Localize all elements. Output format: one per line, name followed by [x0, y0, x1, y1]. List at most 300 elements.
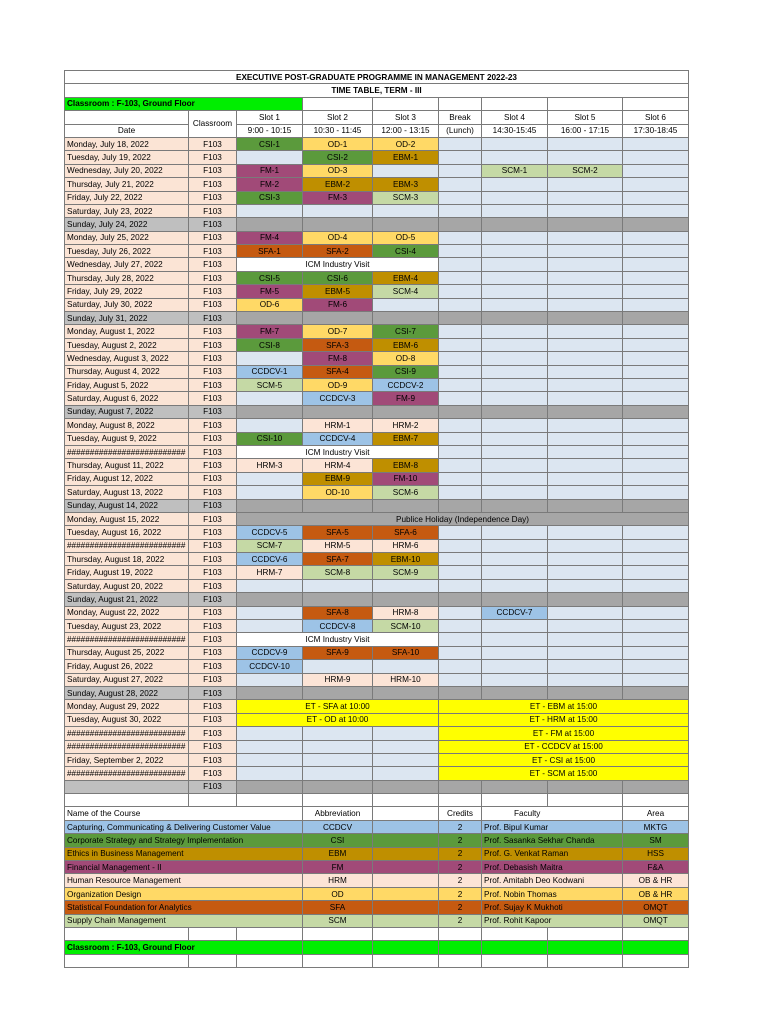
- room-cell: F103: [189, 633, 237, 646]
- session-cell: OD-7: [303, 325, 373, 338]
- slot-time-row: [65, 124, 689, 137]
- room-cell: F103: [189, 780, 237, 793]
- slot-cell: [237, 151, 303, 164]
- slot-cell: [237, 753, 303, 766]
- slot-cell: [439, 151, 482, 164]
- slot-cell: [482, 526, 548, 539]
- spacer-cell: [373, 874, 439, 887]
- session-cell: CCDCV-9: [237, 646, 303, 659]
- schedule-row: [65, 312, 689, 325]
- slot-cell: [623, 285, 689, 298]
- session-cell: FM-6: [303, 298, 373, 311]
- slot-cell: [623, 660, 689, 673]
- room-cell: F103: [189, 459, 237, 472]
- slot-cell: [548, 312, 623, 325]
- session-cell: CSI-5: [237, 271, 303, 284]
- room-cell: F103: [189, 245, 237, 258]
- slot-time: 14:30-15:45: [482, 124, 548, 137]
- exam-cell: ET - CSI at 15:00: [439, 753, 689, 766]
- room-cell: F103: [189, 285, 237, 298]
- slot-cell: [439, 526, 482, 539]
- slot-cell: [439, 620, 482, 633]
- schedule-row: [65, 178, 689, 191]
- slot-label: Slot 6: [623, 111, 689, 124]
- slot-cell: [439, 378, 482, 391]
- schedule-row: [65, 137, 689, 150]
- slot-cell: [439, 352, 482, 365]
- slot-cell: [373, 298, 439, 311]
- room-cell: F103: [189, 553, 237, 566]
- course-credits: 2: [439, 820, 482, 833]
- classroom-band: [548, 941, 623, 954]
- date-cell: ##########################: [65, 445, 189, 458]
- slot-time: 16:00 - 17:15: [548, 124, 623, 137]
- course-faculty: Prof. Debasish Maitra: [482, 861, 623, 874]
- room-cell: F103: [189, 499, 237, 512]
- course-abbr: HRM: [303, 874, 373, 887]
- schedule-row: [65, 405, 689, 418]
- date-cell: Friday, August 5, 2022: [65, 378, 189, 391]
- slot-cell: [548, 271, 623, 284]
- room-cell: F103: [189, 365, 237, 378]
- course-faculty-header: Faculty: [482, 807, 623, 820]
- slot-cell: [482, 231, 548, 244]
- spacer-cell: [303, 794, 373, 807]
- course-header-row: [65, 807, 689, 820]
- slot-cell: [237, 312, 303, 325]
- slot-cell: [548, 780, 623, 793]
- slot-cell: [623, 579, 689, 592]
- schedule-row: [65, 633, 689, 646]
- classroom-header: Classroom: [189, 111, 237, 138]
- slot-cell: [439, 231, 482, 244]
- course-area: OB & HR: [623, 874, 689, 887]
- session-cell: SFA-5: [303, 526, 373, 539]
- date-cell: ##########################: [65, 767, 189, 780]
- slot-cell: [623, 526, 689, 539]
- date-cell: Tuesday, August 16, 2022: [65, 526, 189, 539]
- room-cell: F103: [189, 512, 237, 525]
- spacer-cell: [623, 928, 689, 941]
- room-cell: F103: [189, 137, 237, 150]
- spacer-cell: [623, 954, 689, 967]
- spacer-row: [65, 794, 689, 807]
- slot-cell: [548, 499, 623, 512]
- date-cell: Thursday, July 28, 2022: [65, 271, 189, 284]
- slot-cell: [373, 753, 439, 766]
- session-cell: HRM-1: [303, 419, 373, 432]
- date-cell: Tuesday, August 30, 2022: [65, 713, 189, 726]
- date-cell: Saturday, August 27, 2022: [65, 673, 189, 686]
- session-cell: SCM-7: [237, 539, 303, 552]
- spacer-cell: [237, 794, 303, 807]
- slot-cell: [623, 218, 689, 231]
- course-credits: 2: [439, 834, 482, 847]
- course-credits: 2: [439, 847, 482, 860]
- slot-cell: [482, 137, 548, 150]
- slot-cell: [439, 298, 482, 311]
- slot-cell: [237, 392, 303, 405]
- room-cell: F103: [189, 392, 237, 405]
- schedule-row: [65, 191, 689, 204]
- slot-time: 12:00 - 13:15: [373, 124, 439, 137]
- slot-cell: [623, 472, 689, 485]
- session-cell: CCDCV-5: [237, 526, 303, 539]
- slot-cell: [439, 459, 482, 472]
- slot-cell: [439, 204, 482, 217]
- schedule-row: [65, 298, 689, 311]
- date-cell: Thursday, August 18, 2022: [65, 553, 189, 566]
- spacer-cell: [373, 887, 439, 900]
- slot-cell: [303, 499, 373, 512]
- slot-label: Break: [439, 111, 482, 124]
- title-row: [65, 71, 689, 84]
- date-cell: ##########################: [65, 727, 189, 740]
- slot-cell: [548, 633, 623, 646]
- slot-cell: [623, 178, 689, 191]
- date-cell: Friday, July 29, 2022: [65, 285, 189, 298]
- slot-cell: [482, 593, 548, 606]
- date-cell: Monday, August 1, 2022: [65, 325, 189, 338]
- course-abbr: OD: [303, 887, 373, 900]
- session-cell: CCDCV-3: [303, 392, 373, 405]
- slot-cell: [623, 312, 689, 325]
- slot-cell: [482, 579, 548, 592]
- slot-cell: [482, 472, 548, 485]
- slot-cell: [439, 164, 482, 177]
- slot-cell: [623, 593, 689, 606]
- slot-cell: [482, 445, 548, 458]
- slot-cell: [373, 660, 439, 673]
- schedule-row: [65, 606, 689, 619]
- session-cell: FM-5: [237, 285, 303, 298]
- spacer-cell: [373, 807, 439, 820]
- slot-cell: [237, 606, 303, 619]
- slot-cell: [439, 365, 482, 378]
- room-cell: F103: [189, 312, 237, 325]
- date-cell: Friday, August 26, 2022: [65, 660, 189, 673]
- date-cell: Thursday, August 25, 2022: [65, 646, 189, 659]
- session-cell: FM-10: [373, 472, 439, 485]
- slot-cell: [482, 245, 548, 258]
- slot-time: 9:00 - 10:15: [237, 124, 303, 137]
- slot-cell: [482, 459, 548, 472]
- slot-cell: [482, 352, 548, 365]
- course-area: MKTG: [623, 820, 689, 833]
- slot-cell: [439, 593, 482, 606]
- slot-cell: [439, 245, 482, 258]
- slot-cell: [303, 218, 373, 231]
- slot-cell: [623, 271, 689, 284]
- slot-cell: [373, 686, 439, 699]
- room-cell: F103: [189, 231, 237, 244]
- slot-cell: [482, 405, 548, 418]
- slot-cell: [482, 499, 548, 512]
- schedule-row: [65, 553, 689, 566]
- date-cell: Wednesday, July 20, 2022: [65, 164, 189, 177]
- session-cell: OD-8: [373, 352, 439, 365]
- session-cell: HRM-6: [373, 539, 439, 552]
- slot-cell: [623, 392, 689, 405]
- course-name: Capturing, Communicating & Delivering Customer Value: [65, 820, 303, 833]
- exam-cell: ET - FM at 15:00: [439, 727, 689, 740]
- slot-cell: [439, 419, 482, 432]
- slot-cell: [482, 673, 548, 686]
- slot-cell: [548, 486, 623, 499]
- course-faculty: Prof. Amitabh Deo Kodwani: [482, 874, 623, 887]
- session-cell: HRM-2: [373, 419, 439, 432]
- slot-cell: [482, 258, 548, 271]
- exam-cell: ET - HRM at 15:00: [439, 713, 689, 726]
- date-cell: Saturday, August 6, 2022: [65, 392, 189, 405]
- course-area: OB & HR: [623, 887, 689, 900]
- slot-cell: [548, 593, 623, 606]
- slot-cell: [373, 218, 439, 231]
- session-cell: SCM-3: [373, 191, 439, 204]
- schedule-row: [65, 271, 689, 284]
- room-cell: F103: [189, 579, 237, 592]
- slot-cell: [623, 204, 689, 217]
- course-credits: 2: [439, 861, 482, 874]
- slot-cell: [548, 298, 623, 311]
- slot-cell: [439, 486, 482, 499]
- course-area: HSS: [623, 847, 689, 860]
- schedule-row: [65, 164, 689, 177]
- course-faculty: Prof. Nobin Thomas: [482, 887, 623, 900]
- session-cell: EBM-1: [373, 151, 439, 164]
- slot-cell: [439, 686, 482, 699]
- session-cell: OD-3: [303, 164, 373, 177]
- slot-cell: [439, 312, 482, 325]
- spacer-row: [65, 954, 689, 967]
- slot-cell: [548, 660, 623, 673]
- exam-cell: ET - SCM at 15:00: [439, 767, 689, 780]
- course-faculty: Prof. Sasanka Sekhar Chanda: [482, 834, 623, 847]
- slot-cell: [548, 432, 623, 445]
- spacer-cell: [189, 794, 237, 807]
- slot-cell: [482, 191, 548, 204]
- slot-cell: [482, 365, 548, 378]
- date-header: Date: [65, 124, 189, 137]
- schedule-row: [65, 419, 689, 432]
- course-name-header: Name of the Course: [65, 807, 303, 820]
- slot-cell: [482, 325, 548, 338]
- slot-cell: [482, 620, 548, 633]
- slot-cell: [623, 151, 689, 164]
- slot-cell: [237, 686, 303, 699]
- schedule-row: [65, 780, 689, 793]
- slot-cell: [482, 646, 548, 659]
- spacer-cell: [373, 901, 439, 914]
- course-name: Ethics in Business Management: [65, 847, 303, 860]
- room-cell: F103: [189, 352, 237, 365]
- date-cell: Saturday, August 20, 2022: [65, 579, 189, 592]
- slot-cell: [482, 539, 548, 552]
- slot-cell: [373, 405, 439, 418]
- slot-cell: [373, 164, 439, 177]
- room-cell: F103: [189, 258, 237, 271]
- slot-cell: [303, 593, 373, 606]
- spacer-cell: [373, 794, 439, 807]
- slot-cell: [237, 767, 303, 780]
- room-cell: F103: [189, 338, 237, 351]
- session-cell: SFA-6: [373, 526, 439, 539]
- room-cell: F103: [189, 620, 237, 633]
- session-cell: CCDCV-1: [237, 365, 303, 378]
- room-cell: F103: [189, 727, 237, 740]
- slot-cell: [548, 646, 623, 659]
- slot-cell: [623, 352, 689, 365]
- slot-cell: [623, 633, 689, 646]
- slot-cell: [623, 245, 689, 258]
- slot-cell: [237, 673, 303, 686]
- slot-cell: [303, 727, 373, 740]
- slot-cell: [482, 660, 548, 673]
- room-cell: F103: [189, 218, 237, 231]
- slot-cell: [623, 499, 689, 512]
- room-cell: F103: [189, 419, 237, 432]
- spacer-cell: [237, 954, 303, 967]
- spacer-cell: [548, 794, 623, 807]
- room-cell: F103: [189, 539, 237, 552]
- slot-cell: [482, 178, 548, 191]
- slot-cell: [373, 204, 439, 217]
- spacer-cell: [439, 794, 482, 807]
- session-cell: HRM-10: [373, 673, 439, 686]
- schedule-row: [65, 539, 689, 552]
- schedule-row: [65, 151, 689, 164]
- classroom-label: Classroom : F-103, Ground Floor: [65, 97, 303, 110]
- schedule-row: [65, 392, 689, 405]
- slot-cell: [439, 325, 482, 338]
- room-cell: F103: [189, 298, 237, 311]
- spacer-cell: [373, 861, 439, 874]
- date-cell: Friday, July 22, 2022: [65, 191, 189, 204]
- session-cell: SCM-6: [373, 486, 439, 499]
- room-cell: F103: [189, 673, 237, 686]
- slot-cell: [439, 137, 482, 150]
- schedule-row: [65, 753, 689, 766]
- schedule-row: [65, 378, 689, 391]
- session-cell: HRM-3: [237, 459, 303, 472]
- course-abbr: SCM: [303, 914, 373, 927]
- slot-cell: [623, 486, 689, 499]
- spacer-cell: [373, 847, 439, 860]
- date-cell: Monday, July 25, 2022: [65, 231, 189, 244]
- course-name: Human Resource Management: [65, 874, 303, 887]
- exam-cell: ET - OD at 10:00: [237, 713, 439, 726]
- session-cell: SFA-9: [303, 646, 373, 659]
- slot-cell: [303, 579, 373, 592]
- slot-cell: [548, 258, 623, 271]
- session-cell: FM-4: [237, 231, 303, 244]
- course-name: Supply Chain Management: [65, 914, 303, 927]
- room-cell: F103: [189, 486, 237, 499]
- slot-time: 10:30 - 11:45: [303, 124, 373, 137]
- slot-cell: [373, 312, 439, 325]
- slot-cell: [623, 231, 689, 244]
- session-cell: EBM-4: [373, 271, 439, 284]
- session-cell: SCM-1: [482, 164, 548, 177]
- room-cell: F103: [189, 740, 237, 753]
- course-row: [65, 887, 689, 900]
- date-cell: Sunday, July 31, 2022: [65, 312, 189, 325]
- slot-cell: [237, 419, 303, 432]
- session-cell: CCDCV-10: [237, 660, 303, 673]
- slot-cell: [439, 539, 482, 552]
- session-cell: EBM-2: [303, 178, 373, 191]
- slot-cell: [623, 365, 689, 378]
- session-cell: EBM-7: [373, 432, 439, 445]
- session-cell: SFA-3: [303, 338, 373, 351]
- room-cell: F103: [189, 191, 237, 204]
- slot-cell: [439, 646, 482, 659]
- room-cell: F103: [189, 325, 237, 338]
- schedule-row: [65, 767, 689, 780]
- slot-cell: [373, 767, 439, 780]
- slot-cell: [623, 606, 689, 619]
- spacer-cell: [439, 928, 482, 941]
- room-cell: F103: [189, 445, 237, 458]
- slot-cell: [237, 352, 303, 365]
- date-cell: Sunday, August 28, 2022: [65, 686, 189, 699]
- session-cell: SCM-10: [373, 620, 439, 633]
- slot-cell: [237, 204, 303, 217]
- room-cell: F103: [189, 271, 237, 284]
- slot-time: 17:30-18:45: [623, 124, 689, 137]
- slot-cell: [439, 780, 482, 793]
- session-cell: SFA-1: [237, 245, 303, 258]
- slot-cell: [482, 378, 548, 391]
- session-cell: CCDCV-7: [482, 606, 548, 619]
- spacer-cell: [303, 954, 373, 967]
- course-name: Financial Management - II: [65, 861, 303, 874]
- slot-cell: [548, 553, 623, 566]
- slot-cell: [548, 352, 623, 365]
- schedule-row: [65, 486, 689, 499]
- slot-cell: [303, 753, 373, 766]
- classroom-band: [623, 941, 689, 954]
- slot-cell: [373, 780, 439, 793]
- room-cell: F103: [189, 606, 237, 619]
- slot-cell: [303, 780, 373, 793]
- slot-cell: [623, 780, 689, 793]
- slot-cell: [548, 579, 623, 592]
- schedule-row: [65, 352, 689, 365]
- session-cell: CCDCV-8: [303, 620, 373, 633]
- session-cell: FM-2: [237, 178, 303, 191]
- slot-cell: [548, 606, 623, 619]
- slot-cell: [623, 405, 689, 418]
- session-cell: CSI-7: [373, 325, 439, 338]
- room-cell: F103: [189, 204, 237, 217]
- slot-cell: [548, 539, 623, 552]
- spacer-cell: [303, 928, 373, 941]
- slot-cell: [623, 378, 689, 391]
- room-cell: F103: [189, 660, 237, 673]
- session-cell: OD-4: [303, 231, 373, 244]
- date-cell: Thursday, July 21, 2022: [65, 178, 189, 191]
- spacer-cell: [65, 794, 189, 807]
- slot-cell: [623, 137, 689, 150]
- slot-cell: [548, 151, 623, 164]
- session-cell: OD-1: [303, 137, 373, 150]
- date-cell: Sunday, July 24, 2022: [65, 218, 189, 231]
- date-cell: Sunday, August 21, 2022: [65, 593, 189, 606]
- course-area: F&A: [623, 861, 689, 874]
- slot-cell: [548, 459, 623, 472]
- schedule-row: [65, 432, 689, 445]
